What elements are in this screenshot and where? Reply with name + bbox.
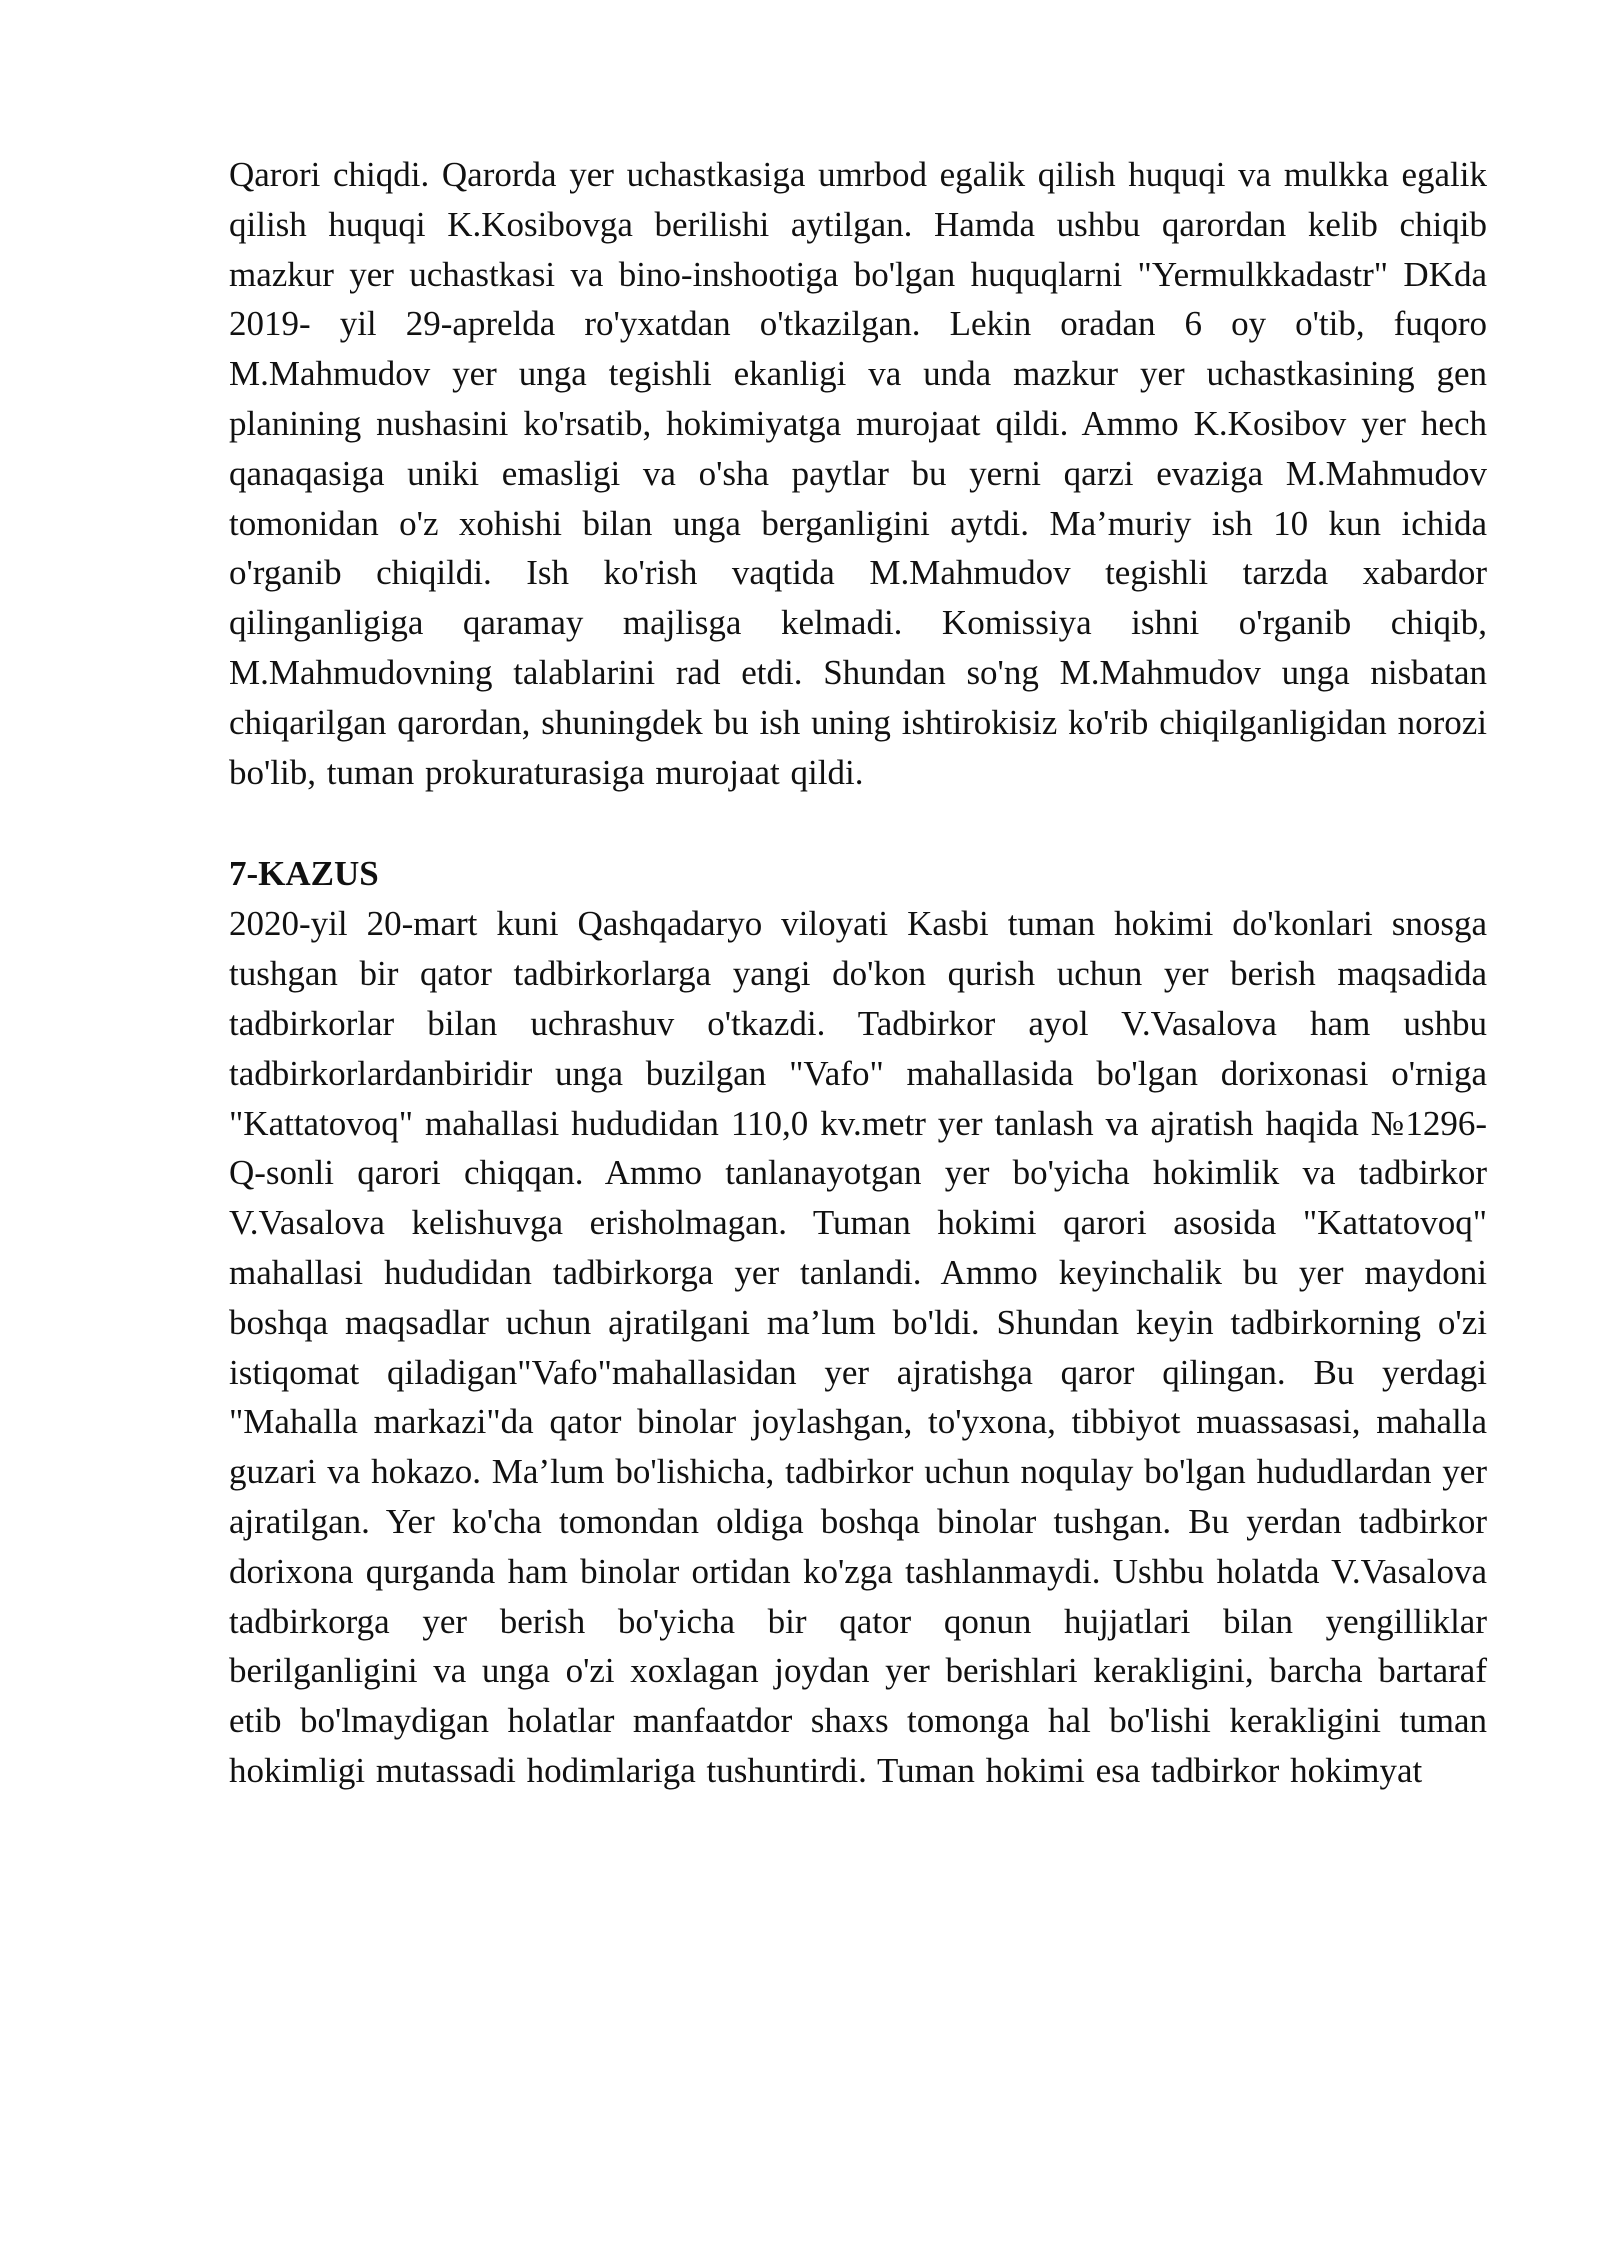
paragraph-case-6-continuation: Qarori chiqdi. Qarorda yer uchastkasiga umrbod egalik qilish huquqi va mulkka egalik qilish huquqi K.Kosibovga berilishi aytilgan. Hamda ushbu qarordan kelib chiqib mazkur yer uchastkasi va bino-inshootiga bo'lgan huquqlarni "Yermulkkadastr" DKda 2019- yil 29-aprelda ro'yxatdan o'tkazilgan. Lekin oradan 6 oy o'tib, fuqoro M.Mahmudov yer unga tegishli ekanligi va unda mazkur yer uchastkasining gen planining nushasini ko'rsatib, hokimiyatga murojaat qildi. Ammo K.Kosibov yer hech qanaqasiga uniki emasligi va o'sha paytlar bu yerni qarzi evaziga M.Mahmudov tomonidan o'z xohishi bilan unga berganligini aytdi. Ma’muriy ish 10 kun ichida o'rganib chiqildi. Ish ko'rish vaqtida M.Mahmudov tegishli tarzda xabardor qilinganligiga qaramay majlisga kelmadi. Komissiya ishni o'rganib chiqib, M.Mahmudovning talablarini rad etdi. Shundan so'ng M.Mahmudov unga nisbatan chiqarilgan qarordan, shuningdek bu ish uning ishtirokisiz ko'rib chiqilganligidan norozi bo'lib, tuman prokuraturasiga murojaat qildi. — [229, 155, 1487, 792]
case-heading: 7-KAZUS — [229, 854, 379, 894]
document-page — [229, 150, 1487, 1796]
paragraph-spacer — [229, 797, 1487, 849]
paragraph-case-7: 2020-yil 20-mart kuni Qashqadaryo viloyati Kasbi tuman hokimi do'konlari snosga tushgan bir qator tadbirkorlarga yangi do'kon qurish uchun yer berish maqsadida tadbirkorlar bilan uchrashuv o'tkazdi. Tadbirkor ayol V.Vasalova ham ushbu tadbirkorlardanbiridir unga buzilgan "Vafo" mahallasida bo'lgan dorixonasi o'rniga "Kattatovoq" mahallasi hududidan 110,0 kv.metr yer tanlash va ajratish haqida №1296-Q-sonli qarori chiqqan. Ammo tanlanayotgan yer bo'yicha hokimlik va tadbirkor V.Vasalova kelishuvga erisholmagan. Tuman hokimi qarori asosida "Kattatovoq" mahallasi hududidan tadbirkorga yer tanlandi. Ammo keyinchalik bu yer maydoni boshqa maqsadlar uchun ajratilgani ma’lum bo'ldi. Shundan keyin tadbirkorning o'zi istiqomat qiladigan"Vafo"mahallasidan yer ajratishga qaror qilingan. Bu yerdagi "Mahalla markazi"da qator binolar joylashgan, to'yxona, tibbiyot muassasasi, mahalla guzari va hokazo. Ma’lum bo'lishicha, tadbirkor uchun noqulay bo'lgan hududlardan yer ajratilgan. Yer ko'cha tomondan oldiga boshqa binolar tushgan. Bu yerdan tadbirkor dorixona qurganda ham binolar ortidan ko'zga tashlanmaydi. Ushbu holatda V.Vasalova tadbirkorga yer berish bo'yicha bir qator qonun hujjatlari bilan yengilliklar berilganligini va unga o'zi xoxlagan joydan yer berishlari kerakligini, barcha bartaraf etib bo'lmaydigan holatlar manfaatdor shaxs tomonga hal bo'lishi kerakligini tuman hokimligi mutassadi hodimlariga tushuntirdi. Tuman hokimi esa tadbirkor hokimyat — [229, 904, 1487, 1790]
